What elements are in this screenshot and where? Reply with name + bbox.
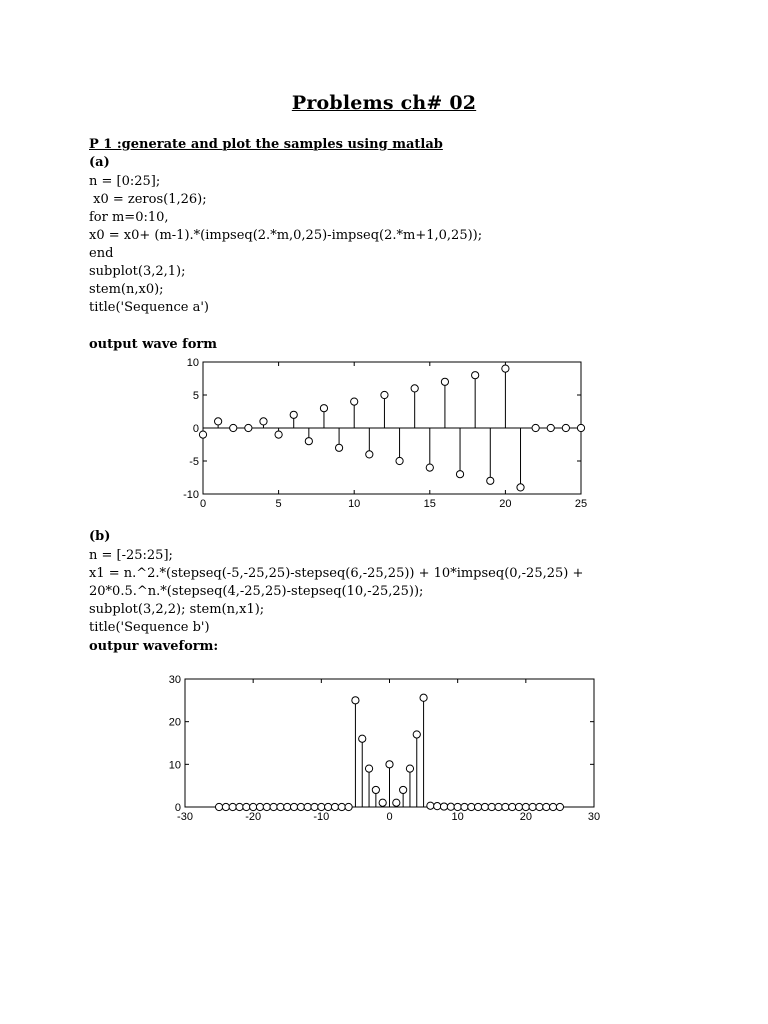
code-line-a: end [89, 246, 114, 261]
stem-marker [406, 765, 413, 772]
stem-marker [290, 411, 297, 418]
stem-marker [284, 803, 291, 810]
stem-marker [297, 803, 304, 810]
code-line-a: x0 = x0+ (m-1).*(impseq(2.*m,0,25)-impseq(2.*m+1,0,25)); [89, 228, 483, 243]
x-tick-label: 15 [423, 498, 436, 510]
stem-marker [335, 444, 342, 451]
stem-marker [260, 418, 267, 425]
stem-marker [468, 803, 475, 810]
code-line-b: n = [-25:25]; [89, 548, 173, 563]
code-line-a: subplot(3,2,1); [89, 264, 186, 279]
stem-marker [275, 431, 282, 438]
y-tick-label: 0 [174, 802, 181, 814]
part-b-label: (b) [89, 529, 111, 544]
stem-marker [215, 418, 222, 425]
y-tick-label: 10 [168, 759, 181, 772]
y-tick-label: -10 [183, 489, 199, 501]
code-line-b: title('Sequence b') [89, 620, 210, 635]
stem-marker [543, 803, 550, 810]
stem-marker [454, 803, 461, 810]
stem-marker [536, 803, 543, 810]
stem-marker [338, 803, 345, 810]
stem-plot-sequence-a [150, 350, 600, 515]
stem-marker [502, 365, 509, 372]
stem-marker [488, 803, 495, 810]
stem-marker [320, 405, 327, 412]
code-line-a: n = [0:25]; [89, 174, 161, 189]
stem-marker [522, 803, 529, 810]
x-tick-label: 20 [499, 498, 512, 510]
stem-marker [515, 803, 522, 810]
stem-marker [440, 803, 447, 810]
y-tick-label: 20 [168, 716, 181, 729]
stem-marker [475, 803, 482, 810]
stem-marker [495, 803, 502, 810]
stem-marker [359, 735, 366, 742]
code-line-a: stem(n,x0); [89, 282, 164, 297]
x-tick-label: 0 [199, 498, 207, 510]
output-label-b: outpur waveform: [89, 639, 219, 654]
stem-marker [305, 438, 312, 445]
stem-marker [331, 803, 338, 810]
code-line-a: for m=0:10, [89, 210, 169, 225]
stem-marker [481, 803, 488, 810]
y-tick-label: 5 [192, 390, 199, 402]
stem-marker [577, 424, 584, 431]
stem-marker [411, 385, 418, 392]
stem-marker [250, 803, 257, 810]
stem-marker [345, 803, 352, 810]
stem-marker [426, 464, 433, 471]
stem-marker [379, 799, 386, 806]
stem-marker [456, 471, 463, 478]
stem-marker [325, 803, 332, 810]
stem-marker [509, 803, 516, 810]
code-line-b: subplot(3,2,2); stem(n,x1); [89, 602, 265, 617]
stem-marker [263, 803, 270, 810]
stem-marker [386, 761, 393, 768]
stem-marker [517, 484, 524, 491]
stem-marker [256, 803, 263, 810]
y-tick-label: 30 [168, 674, 181, 686]
stem-marker [245, 424, 252, 431]
stem-marker [277, 803, 284, 810]
stem-marker [562, 424, 569, 431]
stem-marker [556, 803, 563, 810]
x-tick-label: 25 [574, 498, 588, 510]
stem-marker [311, 803, 318, 810]
stem-marker [365, 765, 372, 772]
page-title: Problems ch# 02 [291, 92, 477, 114]
stem-marker [393, 799, 400, 806]
stem-marker [502, 803, 509, 810]
stem-marker [372, 786, 379, 793]
stem-marker [304, 803, 311, 810]
stem-marker [420, 694, 427, 701]
stem-marker [215, 803, 222, 810]
x-tick-label: 30 [587, 811, 601, 823]
stem-marker [230, 424, 237, 431]
code-line-b: x1 = n.^2.*(stepseq(-5,-25,25)-stepseq(6,-25,25)) + 10*impseq(0,-25,25) + [89, 566, 584, 581]
code-line-a: title('Sequence a') [89, 300, 209, 315]
code-line-b: 20*0.5.^n.*(stepseq(4,-25,25)-stepseq(10,-25,25)); [89, 584, 424, 599]
stem-marker [547, 424, 554, 431]
problem-heading: P 1 :generate and plot the samples using matlab [89, 137, 443, 152]
stem-marker [222, 803, 229, 810]
stem-marker [550, 803, 557, 810]
x-tick-label: 10 [348, 498, 361, 510]
stem-marker [366, 451, 373, 458]
stem-marker [352, 697, 359, 704]
stem-marker [229, 803, 236, 810]
stem-marker [441, 378, 448, 385]
y-tick-label: 0 [192, 423, 199, 435]
x-tick-label: 0 [386, 811, 393, 823]
y-tick-label: -5 [189, 456, 199, 468]
stem-marker [427, 802, 434, 809]
stem-marker [461, 803, 468, 810]
x-tick-label: 20 [519, 811, 532, 823]
stem-marker [270, 803, 277, 810]
code-line-a: x0 = zeros(1,26); [89, 192, 207, 207]
y-tick-label: 10 [186, 357, 199, 369]
x-tick-label: -10 [313, 811, 330, 823]
stem-marker [381, 391, 388, 398]
stem-marker [351, 398, 358, 405]
stem-marker [199, 431, 206, 438]
stem-marker [447, 803, 454, 810]
stem-marker [434, 803, 441, 810]
output-label-a: output wave form [89, 337, 218, 352]
stem-marker [487, 477, 494, 484]
stem-marker [529, 803, 536, 810]
stem-marker [290, 803, 297, 810]
stem-plot-sequence-b [150, 668, 620, 833]
stem-marker [413, 731, 420, 738]
stem-marker [396, 457, 403, 464]
x-tick-label: 5 [275, 498, 282, 510]
x-tick-label: -20 [245, 811, 262, 823]
stem-marker [400, 786, 407, 793]
stem-marker [318, 803, 325, 810]
x-tick-label: -30 [177, 811, 193, 823]
stem-marker [532, 424, 539, 431]
x-tick-label: 10 [451, 811, 464, 823]
stem-marker [243, 803, 250, 810]
stem-marker [236, 803, 243, 810]
stem-marker [472, 372, 479, 379]
part-a-label: (a) [89, 155, 110, 170]
